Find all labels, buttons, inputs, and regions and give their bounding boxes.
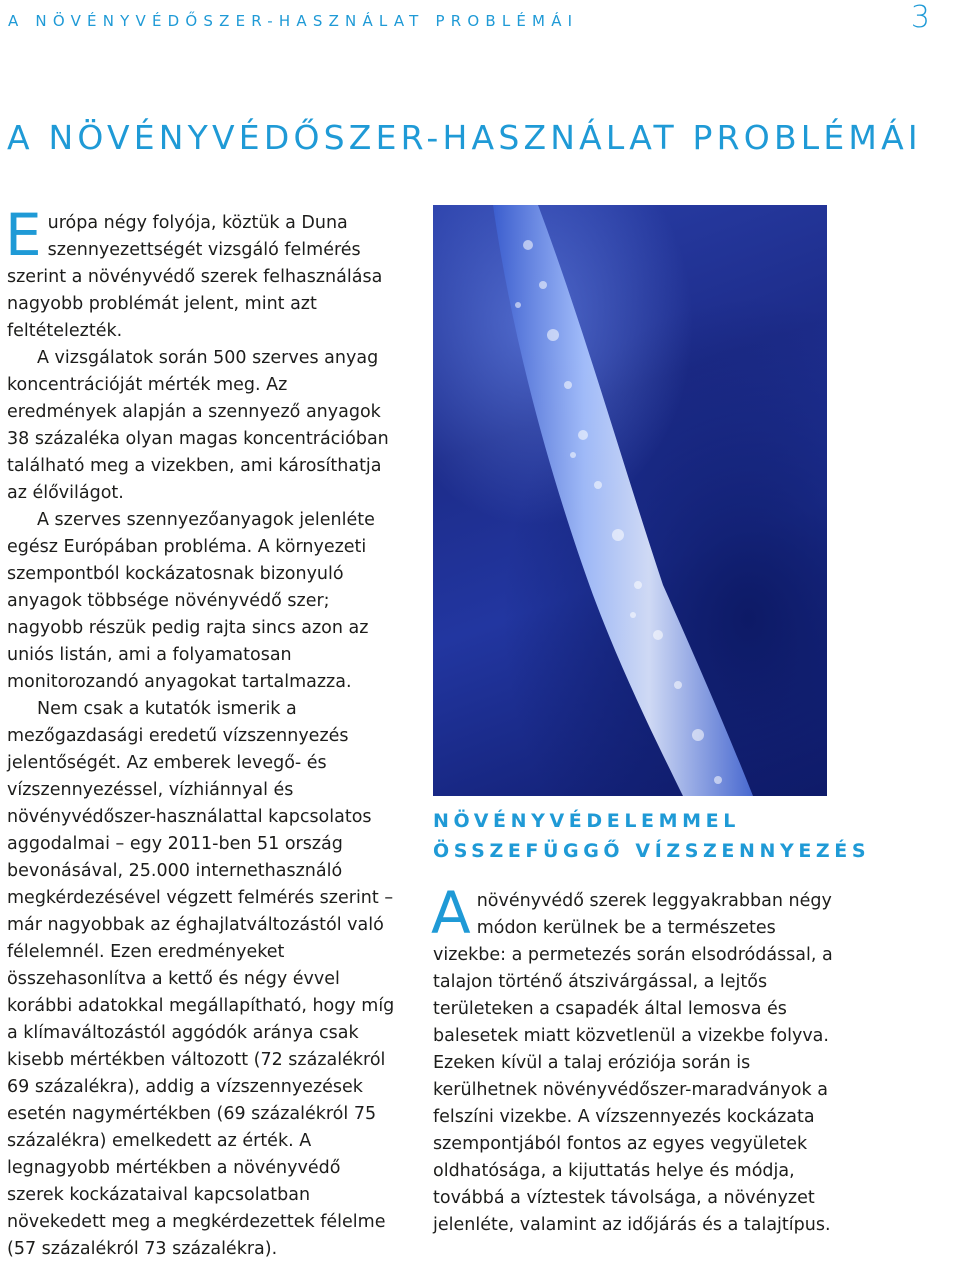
article-body bbox=[5, 201, 399, 1263]
sidebar-heading-line2: ÖSSZEFÜGGŐ VÍZSZENNYEZÉS bbox=[433, 840, 871, 862]
water-stream-photo bbox=[433, 205, 827, 796]
drop-cap: E bbox=[5, 201, 42, 269]
page-title: A NÖVÉNYVÉDŐSZER-HASZNÁLAT PROBLÉMÁI bbox=[7, 118, 922, 157]
paragraph-3: A szerves szennyezőanyagok jelenléte egész Európában probléma. A környezeti szempontból kockázatosnak bizonyuló anyagok többsége növényvédő szer; nagyobb részük pedig rajta sincs azon az uniós listán, ami a folyamatosan monitorozandó anyagokat tartalmazza. bbox=[7, 510, 375, 692]
running-header: A NÖVÉNYVÉDŐSZER-HASZNÁLAT PROBLÉMÁI bbox=[8, 12, 579, 30]
sidebar-heading-line1: NÖVÉNYVÉDELEMMEL bbox=[433, 810, 740, 832]
sidebar-heading bbox=[433, 806, 870, 866]
paragraph-2: A vizsgálatok során 500 szerves anyag koncentrációját mérték meg. Az eredmények alapján a szennyező anyagok 38 százaléka olyan magas koncentrációban található meg a vizekben, ami károsíthatja az élővilágot. bbox=[7, 348, 389, 503]
paragraph-intro-text: urópa négy folyója, köztük a Duna szennyezettségét vizsgáló felmérés szerint a növényvédő szerek felhasználása nagyobb problémát jelent, mint azt feltételezték. bbox=[7, 213, 383, 341]
paragraph-intro bbox=[5, 201, 399, 345]
sidebar-paragraph-text: növényvédő szerek leggyakrabban négy módon kerülnek be a természetes vizekbe: a permetezés során elsodródással, a talajon történő átszivárgással, a lejtős területeken a csapadék által lemosva és balesetek miatt közvetlenül a vizekbe folyva. Ezeken kívül a talaj eróziója során is kerülhetnek növényvédőszer-maradványok a felszíni vizekbe. A vízszennyezés kockázata szempontjából fontos az egyes vegyületek oldhatósága, a kijuttatás helye és módja, továbbá a víztestek távolsága, a növényzet jelenléte, valamint az időjárás és a talajtípus. bbox=[433, 891, 833, 1235]
sidebar-body bbox=[431, 879, 833, 1239]
page-number: 3 bbox=[910, 0, 930, 35]
paragraph-4: Nem csak a kutatók ismerik a mezőgazdasági eredetű vízszennyezés jelentőségét. Az emberek levegő- és vízszennyezéssel, vízhiánnyal és növényvédőszer-használattal kapcsolatos aggodalmai – egy 2011-ben 51 ország bevonásával, 25.000 internethasználó megkérdezésével végzett felmérés szerint – már nagyobbak az éghajlatváltozástól való félelemnél. Ezen eredményeket összehasonlítva a kettő és négy évvel korábbi adatokkal megállapítható, hogy míg a klímaváltozástól aggódók aránya csak kisebb mértékben változott (72 százalékról 69 százalékra), addig a vízszennyezések esetén nagymértékben (69 százalékról 75 százalékra) emelkedett az érték. A legnagyobb mértékben a növényvédő szerek kockázataival kapcsolatban növekedett meg a megkérdezettek félelme (57 százalékról 73 százalékra). bbox=[7, 699, 395, 1259]
sidebar-paragraph bbox=[431, 879, 833, 1239]
drop-cap: A bbox=[431, 879, 471, 947]
